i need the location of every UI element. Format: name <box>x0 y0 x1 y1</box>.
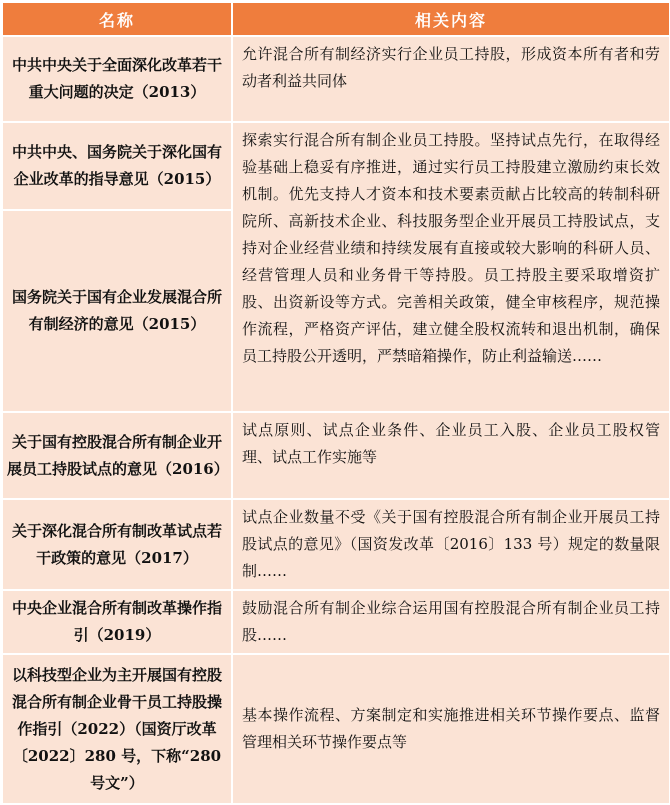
header-name: 名称 <box>2 2 232 36</box>
policy-name: 中共中央、国务院关于深化国有企业改革的指导意见（2015） <box>2 122 232 210</box>
table-row <box>2 412 670 499</box>
table-row <box>2 499 670 590</box>
policy-table <box>1 1 670 805</box>
table-row <box>2 36 670 122</box>
policy-name: 以科技型企业为主开展国有控股混合所有制企业骨干员工持股操作指引（2022）（国资厅改革〔2022〕280 号，下称“280 号文”） <box>2 654 232 804</box>
policy-content: 鼓励混合所有制企业综合运用国有控股混合所有制企业员工持股…… <box>232 590 670 654</box>
table-row <box>2 590 670 654</box>
policy-name: 国务院关于国有企业发展混合所有制经济的意见（2015） <box>2 210 232 412</box>
policy-content: 探索实行混合所有制企业员工持股。坚持试点先行，在取得经验基础上稳妥有序推进，通过实行员工持股建立激励约束长效机制。优先支持人才资本和技术要素贡献占比较高的转制科研院所、高新技术企业、科技服务型企业开展员工持股试点，支持对企业经营业绩和持续发展有直接或较大影响的科研人员、经营管理人员和业务骨干等持股。员工持股主要采取增资扩股、出资新设等方式。完善相关政策，健全审核程序，规范操作流程，严格资产评估，建立健全股权流转和退出机制，确保员工持股公开透明，严禁暗箱操作，防止利益输送…… <box>232 122 670 412</box>
policy-name: 中央企业混合所有制改革操作指引（2019） <box>2 590 232 654</box>
policy-name: 关于国有控股混合所有制企业开展员工持股试点的意见（2016） <box>2 412 232 499</box>
policy-content: 允许混合所有制经济实行企业员工持股，形成资本所有者和劳动者利益共同体 <box>232 36 670 122</box>
policy-name: 关于深化混合所有制改革试点若干政策的意见（2017） <box>2 499 232 590</box>
table-row <box>2 122 670 210</box>
policy-content: 试点企业数量不受《关于国有控股混合所有制企业开展员工持股试点的意见》（国资发改革〔2016〕133 号）规定的数量限制…… <box>232 499 670 590</box>
policy-content: 试点原则、试点企业条件、企业员工入股、企业员工股权管理、试点工作实施等 <box>232 412 670 499</box>
policy-name: 中共中央关于全面深化改革若干重大问题的决定（2013） <box>2 36 232 122</box>
table-row <box>2 654 670 804</box>
policy-content: 基本操作流程、方案制定和实施推进相关环节操作要点、监督管理相关环节操作要点等 <box>232 654 670 804</box>
header-content: 相关内容 <box>232 2 670 36</box>
table-header-row <box>2 2 670 36</box>
